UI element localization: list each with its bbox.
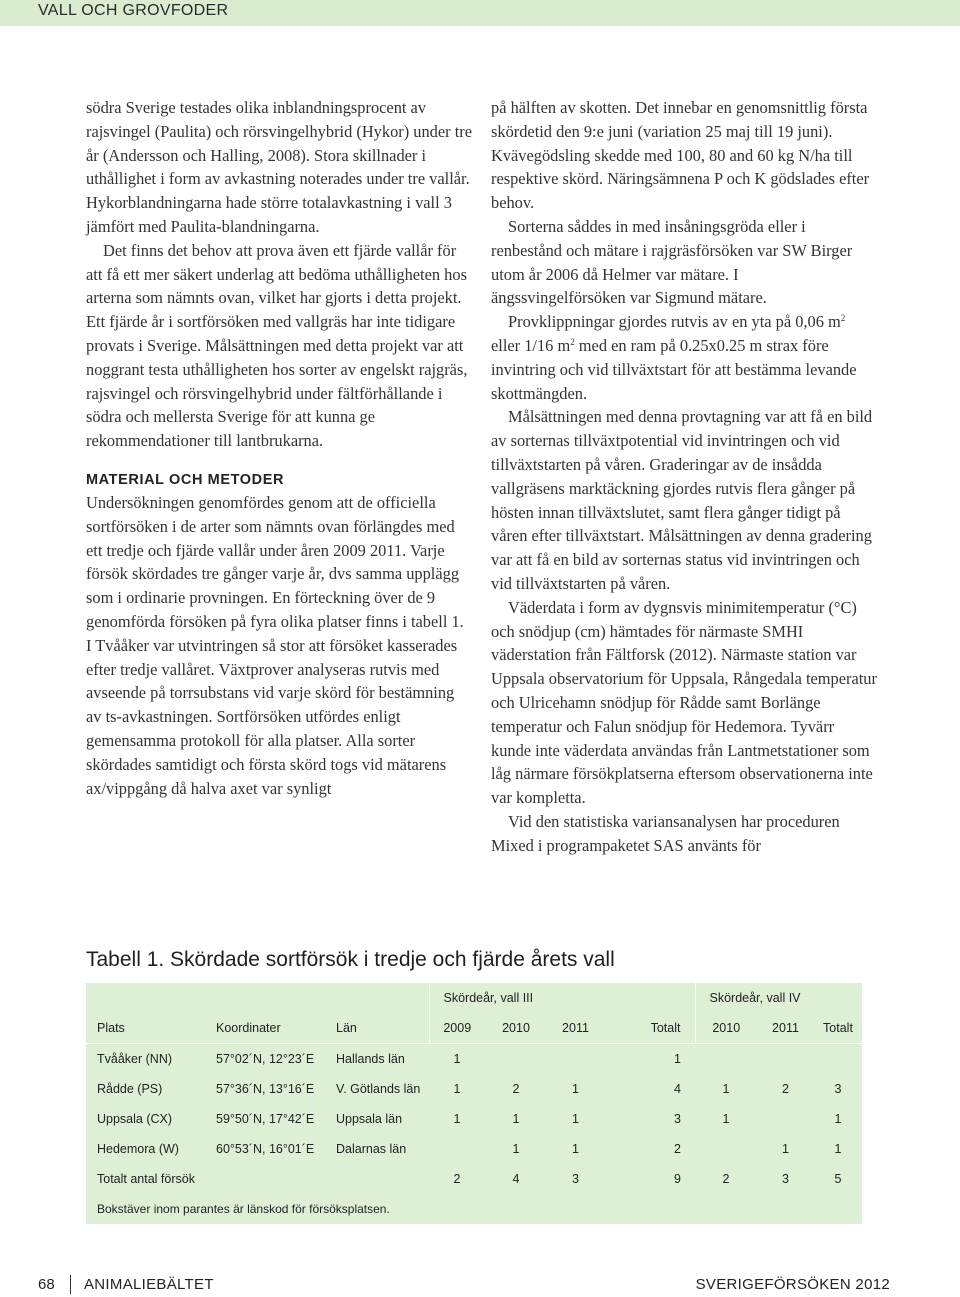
- table-cell: 1: [512, 1112, 520, 1126]
- table-cell: [757, 1044, 814, 1075]
- table-cell: 2: [453, 1172, 461, 1186]
- table-cell: 1: [572, 1112, 579, 1126]
- table-cell: 1: [782, 1142, 789, 1156]
- table-cell: 1: [834, 1112, 842, 1126]
- column-header: 2011: [547, 1013, 604, 1044]
- publication-name: SVERIGEFÖRSÖKEN 2012: [695, 1276, 890, 1293]
- paragraph: på hälften av skotten. Det innebar en genomsnittlig första skördetid den 9:e juni (variation 25 maj till 19 juni). Kvävegödsling skedde med 100, 80 and 60 kg N/ha till respektive skörd. Näringsämnena P och K gödslades efter behov.: [491, 98, 870, 213]
- table-cell: 3: [674, 1112, 681, 1126]
- table-cell: [814, 1044, 862, 1075]
- footer-divider: [70, 1275, 71, 1294]
- table-total-row: [86, 1164, 862, 1194]
- table-cell: Uppsala län: [336, 1112, 403, 1126]
- paragraph: Vid den statistiska variansanalysen har proceduren Mixed i programpaketet SAS använts för: [491, 811, 840, 855]
- table-cell: 1: [453, 1112, 461, 1126]
- section-title: VALL OCH GROVFODER: [38, 2, 229, 19]
- column-header: 2010: [485, 1013, 547, 1044]
- column-header: 2009: [429, 1013, 485, 1044]
- column-header: Plats: [86, 1013, 205, 1044]
- table-cell: 4: [674, 1082, 681, 1096]
- table-cell: [86, 983, 205, 1013]
- column-header: Koordinater: [205, 1013, 325, 1044]
- table-cell: [695, 1044, 757, 1075]
- table-cell: 1: [572, 1082, 579, 1096]
- paragraph: Väderdata i form av dygnsvis minimitemperatur (°C) och snödjup (cm) hämtades för närmaste SMHI väderstation från Fältforsk (2012). Närmaste station var Uppsala observatorium för Uppsala, Rångedala temperatur och Ulricehamn snödjup för Rådde samt Borlänge temperatur och Falun snödjup för Hedemora. Tyvärr kunde inte väderdata användas från Lantmetstationer som låg närmare försökplatserna eftersom observationerna inte var kompletta.: [491, 597, 877, 808]
- table-header-row: [86, 1013, 862, 1044]
- table-cell: 1: [722, 1112, 730, 1126]
- table-caption: Tabell 1. Skördade sortförsök i tredje och fjärde årets vall: [86, 948, 615, 971]
- paragraph: [491, 310, 877, 405]
- table-row: [86, 1074, 862, 1104]
- column-header: 2010: [695, 1013, 757, 1044]
- column-header: Totalt: [604, 1013, 695, 1044]
- table-cell: [547, 1044, 604, 1075]
- section-header-bar: [0, 0, 960, 26]
- column-header: Totalt: [814, 1013, 862, 1044]
- section-heading: MATERIAL OCH METODER: [86, 471, 285, 488]
- superscript: 2: [840, 313, 846, 324]
- group-header-vall-iii: Skördeår, vall III: [429, 983, 695, 1013]
- data-table: [86, 983, 862, 1224]
- table-cell: 1: [512, 1142, 520, 1156]
- table-cell: 3: [572, 1172, 579, 1186]
- table-cell: [325, 983, 429, 1013]
- table-cell: 3: [782, 1172, 789, 1186]
- table-cell: 5: [834, 1172, 842, 1186]
- table-group-header-row: [86, 983, 862, 1013]
- table-cell: 1: [834, 1142, 842, 1156]
- table-cell: 1: [722, 1082, 730, 1096]
- column-header: Län: [325, 1013, 429, 1044]
- table-cell: 57°36´N, 13°16´E: [216, 1082, 315, 1096]
- text-run: eller 1/16 m: [491, 335, 571, 355]
- paragraph: Det finns det behov att prova även ett fjärde vallår för att få ett mer säkert underlag att bedöma uthålligheten hos arterna som nämnts ovan, vilket har gjorts i detta projekt. Ett fjärde år i sortförsöken med vallgräs har inte tidigare provats i Sverige. Målsättningen med detta projekt var att noggrant testa uthålligheten hos sorter av engelskt rajgräs, rajsvingel och rörsvingelhybrid under fältförhållande i södra och mellersta Sverige för att kunna ge rekommendationer till lantbrukarna.: [86, 240, 468, 451]
- table-cell: 1: [453, 1052, 461, 1066]
- table-footnote-row: [86, 1194, 862, 1224]
- table-cell: 57°02´N, 12°23´E: [216, 1052, 315, 1066]
- column-header: 2011: [757, 1013, 814, 1044]
- right-column: [491, 96, 877, 858]
- table-cell: [757, 1104, 814, 1134]
- table-cell: 59°50´N, 17°42´E: [216, 1112, 315, 1126]
- table-cell: Uppsala (CX): [97, 1112, 173, 1126]
- total-label: Totalt antal försök: [97, 1172, 195, 1186]
- table-cell: Hallands län: [336, 1052, 405, 1066]
- magazine-name: ANIMALIEBÄLTET: [84, 1276, 214, 1293]
- table-row: [86, 1044, 862, 1075]
- table-cell: [205, 983, 325, 1013]
- paragraph: Undersökningen genomfördes genom att de officiella sortförsöken i de arter som nämnts ovan förlängdes med ett tredje och fjärde vallår under åren 2009 2011. Varje försök skördades tre gånger varje år, dvs samma upplägg som i ordinarie provningen. En förteckning över de 9 genomförda försöken på fyra olika platser finns i tabell 1. I Tvååker var utvintringen så stor att försöket kasserades efter tredje vallåret. Växtprover analyseras rutvis med avseende på torrsubstans vid varje skörd för bestämning av ts-avkastningen. Sortförsöken utfördes enligt gemensamma protokoll för alla platser. Alla sorter skördades samtidigt och första skörd togs vid mätarens ax/vippgång då halva axet var synligt: [86, 492, 464, 798]
- paragraph: Sorterna såddes in med insåningsgröda eller i renbestånd och mätare i rajgräsförsöken var SW Birger utom år 2006 då Helmer var mätare. I ängssvingelförsöken var Sigmund mätare.: [491, 216, 853, 308]
- text-run: med en ram på 0.25x0.25 m strax före invintring och vid tillväxtstart för att bestämma levande skottmängden.: [491, 335, 857, 403]
- table-cell: Tvååker (NN): [97, 1052, 173, 1066]
- superscript: 2: [570, 336, 575, 347]
- table-cell: [429, 1134, 485, 1164]
- table-cell: 2: [782, 1082, 789, 1096]
- table-footnote: Bokstäver inom parantes är länskod för försöksplatsen.: [97, 1202, 390, 1216]
- table-row: [86, 1134, 862, 1164]
- table-cell: 1: [572, 1142, 579, 1156]
- table-cell: 4: [512, 1172, 520, 1186]
- table-row: [86, 1104, 862, 1134]
- table-cell: Rådde (PS): [97, 1082, 163, 1096]
- group-header-vall-iv: Skördeår, vall IV: [709, 991, 801, 1005]
- paragraph: södra Sverige testades olika inblandningsprocent av rajsvingel (Paulita) och rörsvingelhybrid (Hykor) under tre år (Andersson och Halling, 2008). Stora skillnader i uthållighet i form av avkastning noterades under tre vallår. Hykorblandningarna hade större totalavkastning i vall 3 jämfört med Paulita-blandningarna.: [86, 98, 472, 236]
- left-column: [86, 96, 472, 800]
- table-cell: 3: [834, 1082, 842, 1096]
- page-number: 68: [38, 1276, 55, 1293]
- table-cell: V. Götlands län: [336, 1082, 421, 1096]
- table-cell: 2: [722, 1172, 730, 1186]
- table-cell: 2: [512, 1082, 520, 1096]
- text-run: Provklippningar gjordes rutvis av en yta på 0,06 m: [508, 312, 841, 332]
- table-cell: 60°53´N, 16°01´E: [216, 1142, 315, 1156]
- table-cell: 1: [453, 1082, 461, 1096]
- table-cell: Dalarnas län: [336, 1142, 407, 1156]
- paragraph: Målsättningen med denna provtagning var att få en bild av sorternas tillväxtpotential vid invintringen och vid tillväxtstarten på våren. Graderingar av de insådda vallgräsens marktäckning gjordes rutvis flera gånger på hösten innan tillväxtslutet, samt flera gånger tidigt på våren efter tillväxtstart. Målsättningen av denna gradering var att få en bild av sorternas status vid invintringen och vid tillväxtstarten på våren.: [491, 407, 873, 593]
- table-cell: 9: [674, 1172, 681, 1186]
- table-cell: 2: [674, 1142, 681, 1156]
- table-cell: 1: [674, 1052, 681, 1066]
- table-cell: [485, 1044, 547, 1075]
- table-cell: [695, 1134, 757, 1164]
- table-cell: Hedemora (W): [97, 1142, 179, 1156]
